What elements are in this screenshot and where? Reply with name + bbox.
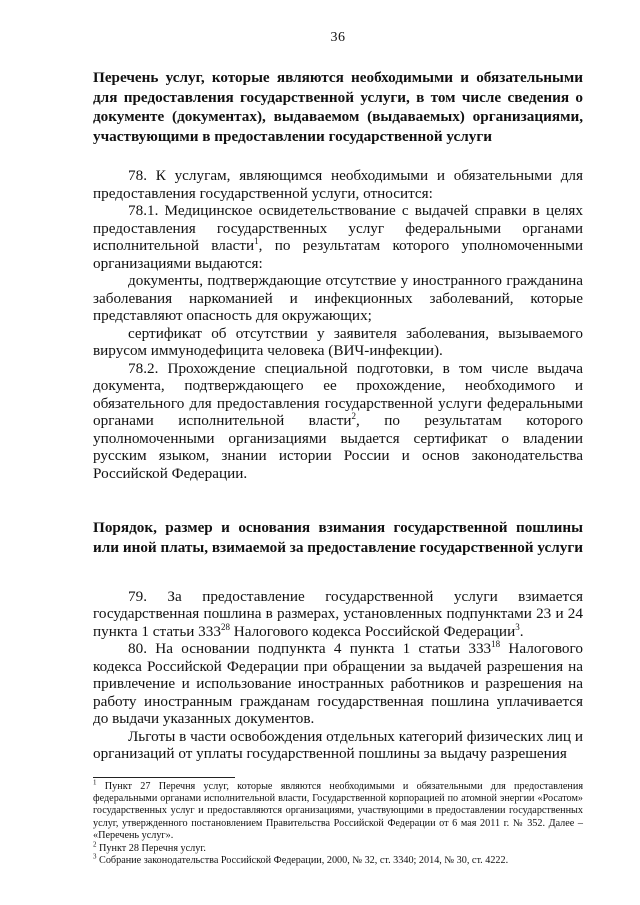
paragraph-80-text: 80. На основании подпункта 4 пункта 1 статьи 333: [128, 640, 492, 658]
footnote-3: [93, 852, 583, 867]
footnote-1-text: Пункт 27 Перечня услуг, которые являются необходимыми и обязательными для предоставления федеральными органами исполнительной власти, Государственной корпорацией по атомной энергии «Росатом» государственных услуг и предоставляются организациями, участвующими в предоставлении государственных услуг, утвержденного постановлением Правительства Российской Федерации от 6 мая 2011 г. № 352. Далее – «Перечень услуг».: [93, 780, 584, 842]
footnote-3-text: Собрание законодательства Российской Федерации, 2000, № 32, ст. 3340; 2014, № 30, ст. 4222.: [99, 855, 509, 866]
footnote-1: [93, 778, 584, 843]
paragraph-certificate: сертификат об отсутствии у заявителя заболевания, вызываемого вирусом иммунодефицита человека (ВИЧ-инфекции).: [93, 324, 583, 360]
section-heading-fee: Порядок, размер и основания взимания государственной пошлины или иной платы, взимаемой за предоставление государственной услуги: [93, 519, 583, 556]
paragraph-80-tail: Налогового кодекса Российской Федерации при обращении за выдачей разрешения на привлечение и использование иностранных работников и разрешения на работу иностранным гражданам государственная пошлина уплачивается до выдачи указанных документов.: [93, 640, 583, 728]
paragraph-documents: документы, подтверждающие отсутствие у иностранного гражданина заболевания наркоманией и инфекционных заболеваний, которые представляют опасность для окружающих;: [93, 272, 583, 325]
footnote-ref-1: 1: [254, 236, 259, 247]
services-body: [93, 167, 583, 482]
section-heading-services: Перечень услуг, которые являются необходимыми и обязательными для предоставления государственной услуги, в том числе сведения о документе (документах), выдаваемом (выдаваемых) организациями, участвующими в предоставлении государственной услуги: [93, 69, 583, 145]
footnote-2: [93, 840, 583, 855]
paragraph-78: 78. К услугам, являющимся необходимыми и обязательными для предоставления государственной услуги, относится:: [93, 167, 583, 202]
paragraph-80: [93, 640, 583, 728]
paragraph-79: 79. За предоставление государственной услуги взимается государственная пошлина в размерах, установленных подпунктами 23 и 24 пункта 1 статьи $333^{28}$ Налогового кодекса Российской Федерации$^3$.: [93, 587, 583, 640]
paragraph-78-2-tail: , по результатам которого уполномоченными организациями выдается сертификат о владении русским языком, знании истории России и основ законодательства Российской Федерации.: [93, 412, 583, 482]
paragraph-78-2-text: 78.2. Прохождение специальной подготовки, в том числе выдача документа, подтверждающего ее прохождение, необходимого и обязательного для предоставления государственной услуги федеральными органами исполнительной власти: [93, 359, 583, 430]
fee-body: [93, 588, 583, 763]
footnote-mark-3: 3: [93, 852, 97, 861]
footnote-ref-3: 3: [515, 621, 520, 632]
article-superscript-28: 28: [220, 621, 230, 632]
paragraph-benefits: Льготы в части освобождения отдельных категорий физических лиц и организаций от уплаты государственной пошлины за выдачу разрешения: [93, 727, 583, 763]
document-page: [93, 30, 583, 867]
page-number: 36: [330, 30, 346, 45]
paragraph-79-text: 79. За предоставление государственной услуги взимается государственная пошлина в размерах, установленных подпунктами 23 и 24 пункта 1 статьи 333: [93, 587, 583, 640]
footnote-mark-1: 1: [93, 778, 97, 787]
paragraph-78-1-tail: , по результатам которого уполномоченными организациями выдаются:: [93, 237, 583, 272]
footnote-ref-2: 2: [351, 411, 356, 422]
footnote-2-text: Пункт 28 Перечня услуг.: [99, 842, 206, 854]
paragraph-79-tail: Налогового кодекса Российской Федерации: [229, 622, 516, 640]
paragraph-78-1-text: 78.1. Медицинское освидетельствование с выдачей справки в целях предоставления государственных услуг федеральными органами исполнительной власти: [93, 202, 583, 255]
footnote-divider: [93, 777, 235, 778]
paragraph-78-2: [93, 360, 583, 483]
footnote-mark-2: 2: [93, 840, 97, 849]
footnotes: [93, 778, 584, 868]
paragraph-78-1: [93, 202, 583, 272]
article-superscript-18: 18: [491, 639, 501, 649]
